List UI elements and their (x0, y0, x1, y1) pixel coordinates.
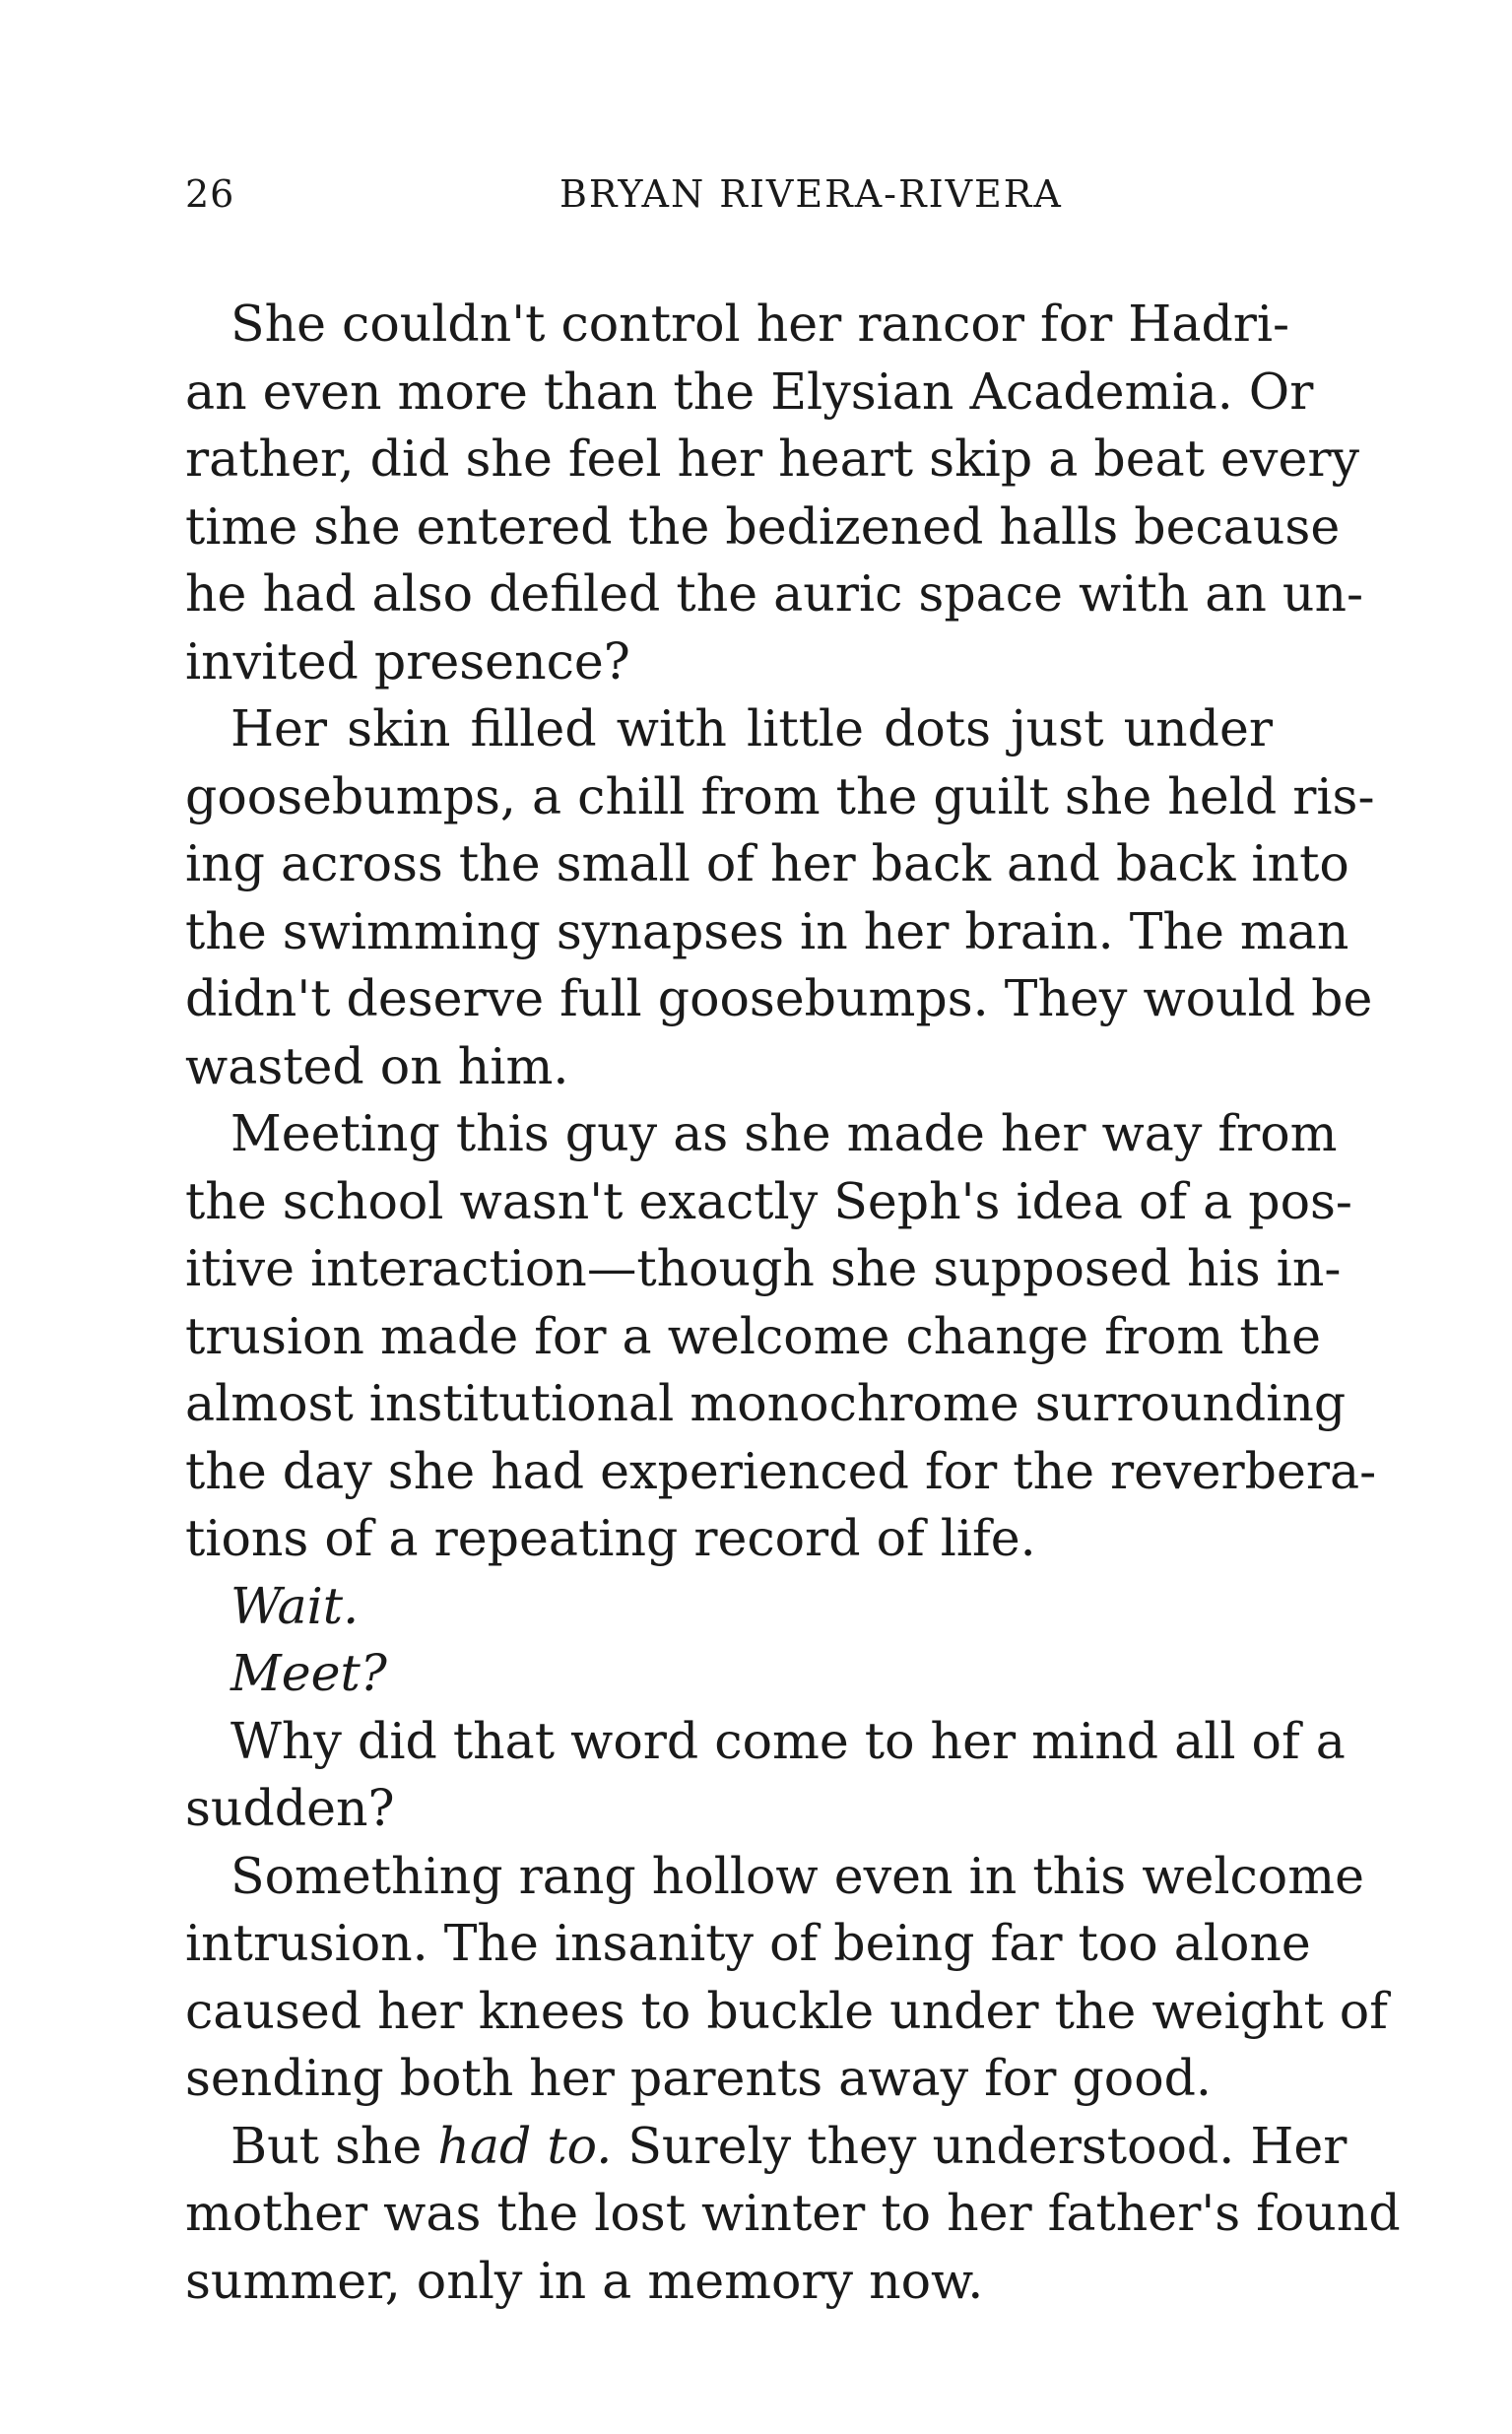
body-text (185, 291, 1401, 2315)
text-line: summer, only in a memory now. (185, 2251, 984, 2310)
text-line: sending both her parents away for good. (185, 2049, 1212, 2107)
author-name: BRYAN RIVERA-RIVERA (559, 172, 1063, 216)
text-line: an even more than the Elysian Academia. Or (185, 362, 1314, 421)
text-line: sudden? (185, 1779, 395, 1837)
text-line-mixed: But she had to. Surely they understood. Her (230, 2116, 1348, 2175)
text-line: Her skin filled with little dots just under (230, 699, 1273, 757)
text-line: Something rang hollow even in this welcome (230, 1846, 1364, 1905)
text-line: intrusion. The insanity of being far too alone (185, 1914, 1311, 1972)
text-line: the swimming synapses in her brain. The man (185, 901, 1349, 960)
text-line: the school wasn't exactly Seph's idea of a pos- (185, 1171, 1352, 1230)
text-line: invited presence? (185, 631, 630, 691)
text-line: wasted on him. (185, 1036, 569, 1095)
text-line: Why did that word come to her mind all of a (230, 1711, 1346, 1770)
text-line: She couldn't control her rancor for Hadri- (230, 295, 1290, 353)
text-line-italic: Meet? (230, 1644, 387, 1702)
text-line: rather, did she feel her heart skip a beat every (185, 429, 1360, 488)
text-line: he had also defiled the auric space with an un- (185, 564, 1364, 623)
text-line: caused her knees to buckle under the weight of (185, 1981, 1388, 2040)
text-line-italic: Wait. (230, 1576, 360, 1635)
running-head (185, 169, 1273, 219)
text-line: almost institutional monochrome surrounding (185, 1374, 1347, 1432)
text-line: the day she had experienced for the reverbera- (185, 1441, 1377, 1500)
text-line: mother was the lost winter to her father's found (185, 2184, 1401, 2242)
text-line: trusion made for a welcome change from the (185, 1306, 1322, 1365)
text-line: didn't deserve full goosebumps. They would be (185, 969, 1373, 1027)
text-line: time she entered the bedizened halls because (185, 496, 1341, 556)
text-line: Meeting this guy as she made her way from (230, 1104, 1338, 1162)
text-line: tions of a repeating record of life. (185, 1509, 1036, 1567)
text-line: ing across the small of her back and back into (185, 834, 1349, 892)
page-number: 26 (185, 172, 235, 216)
text-line: itive interaction—though she supposed his in- (185, 1239, 1342, 1297)
text-line: goosebumps, a chill from the guilt she held ris- (185, 766, 1375, 825)
